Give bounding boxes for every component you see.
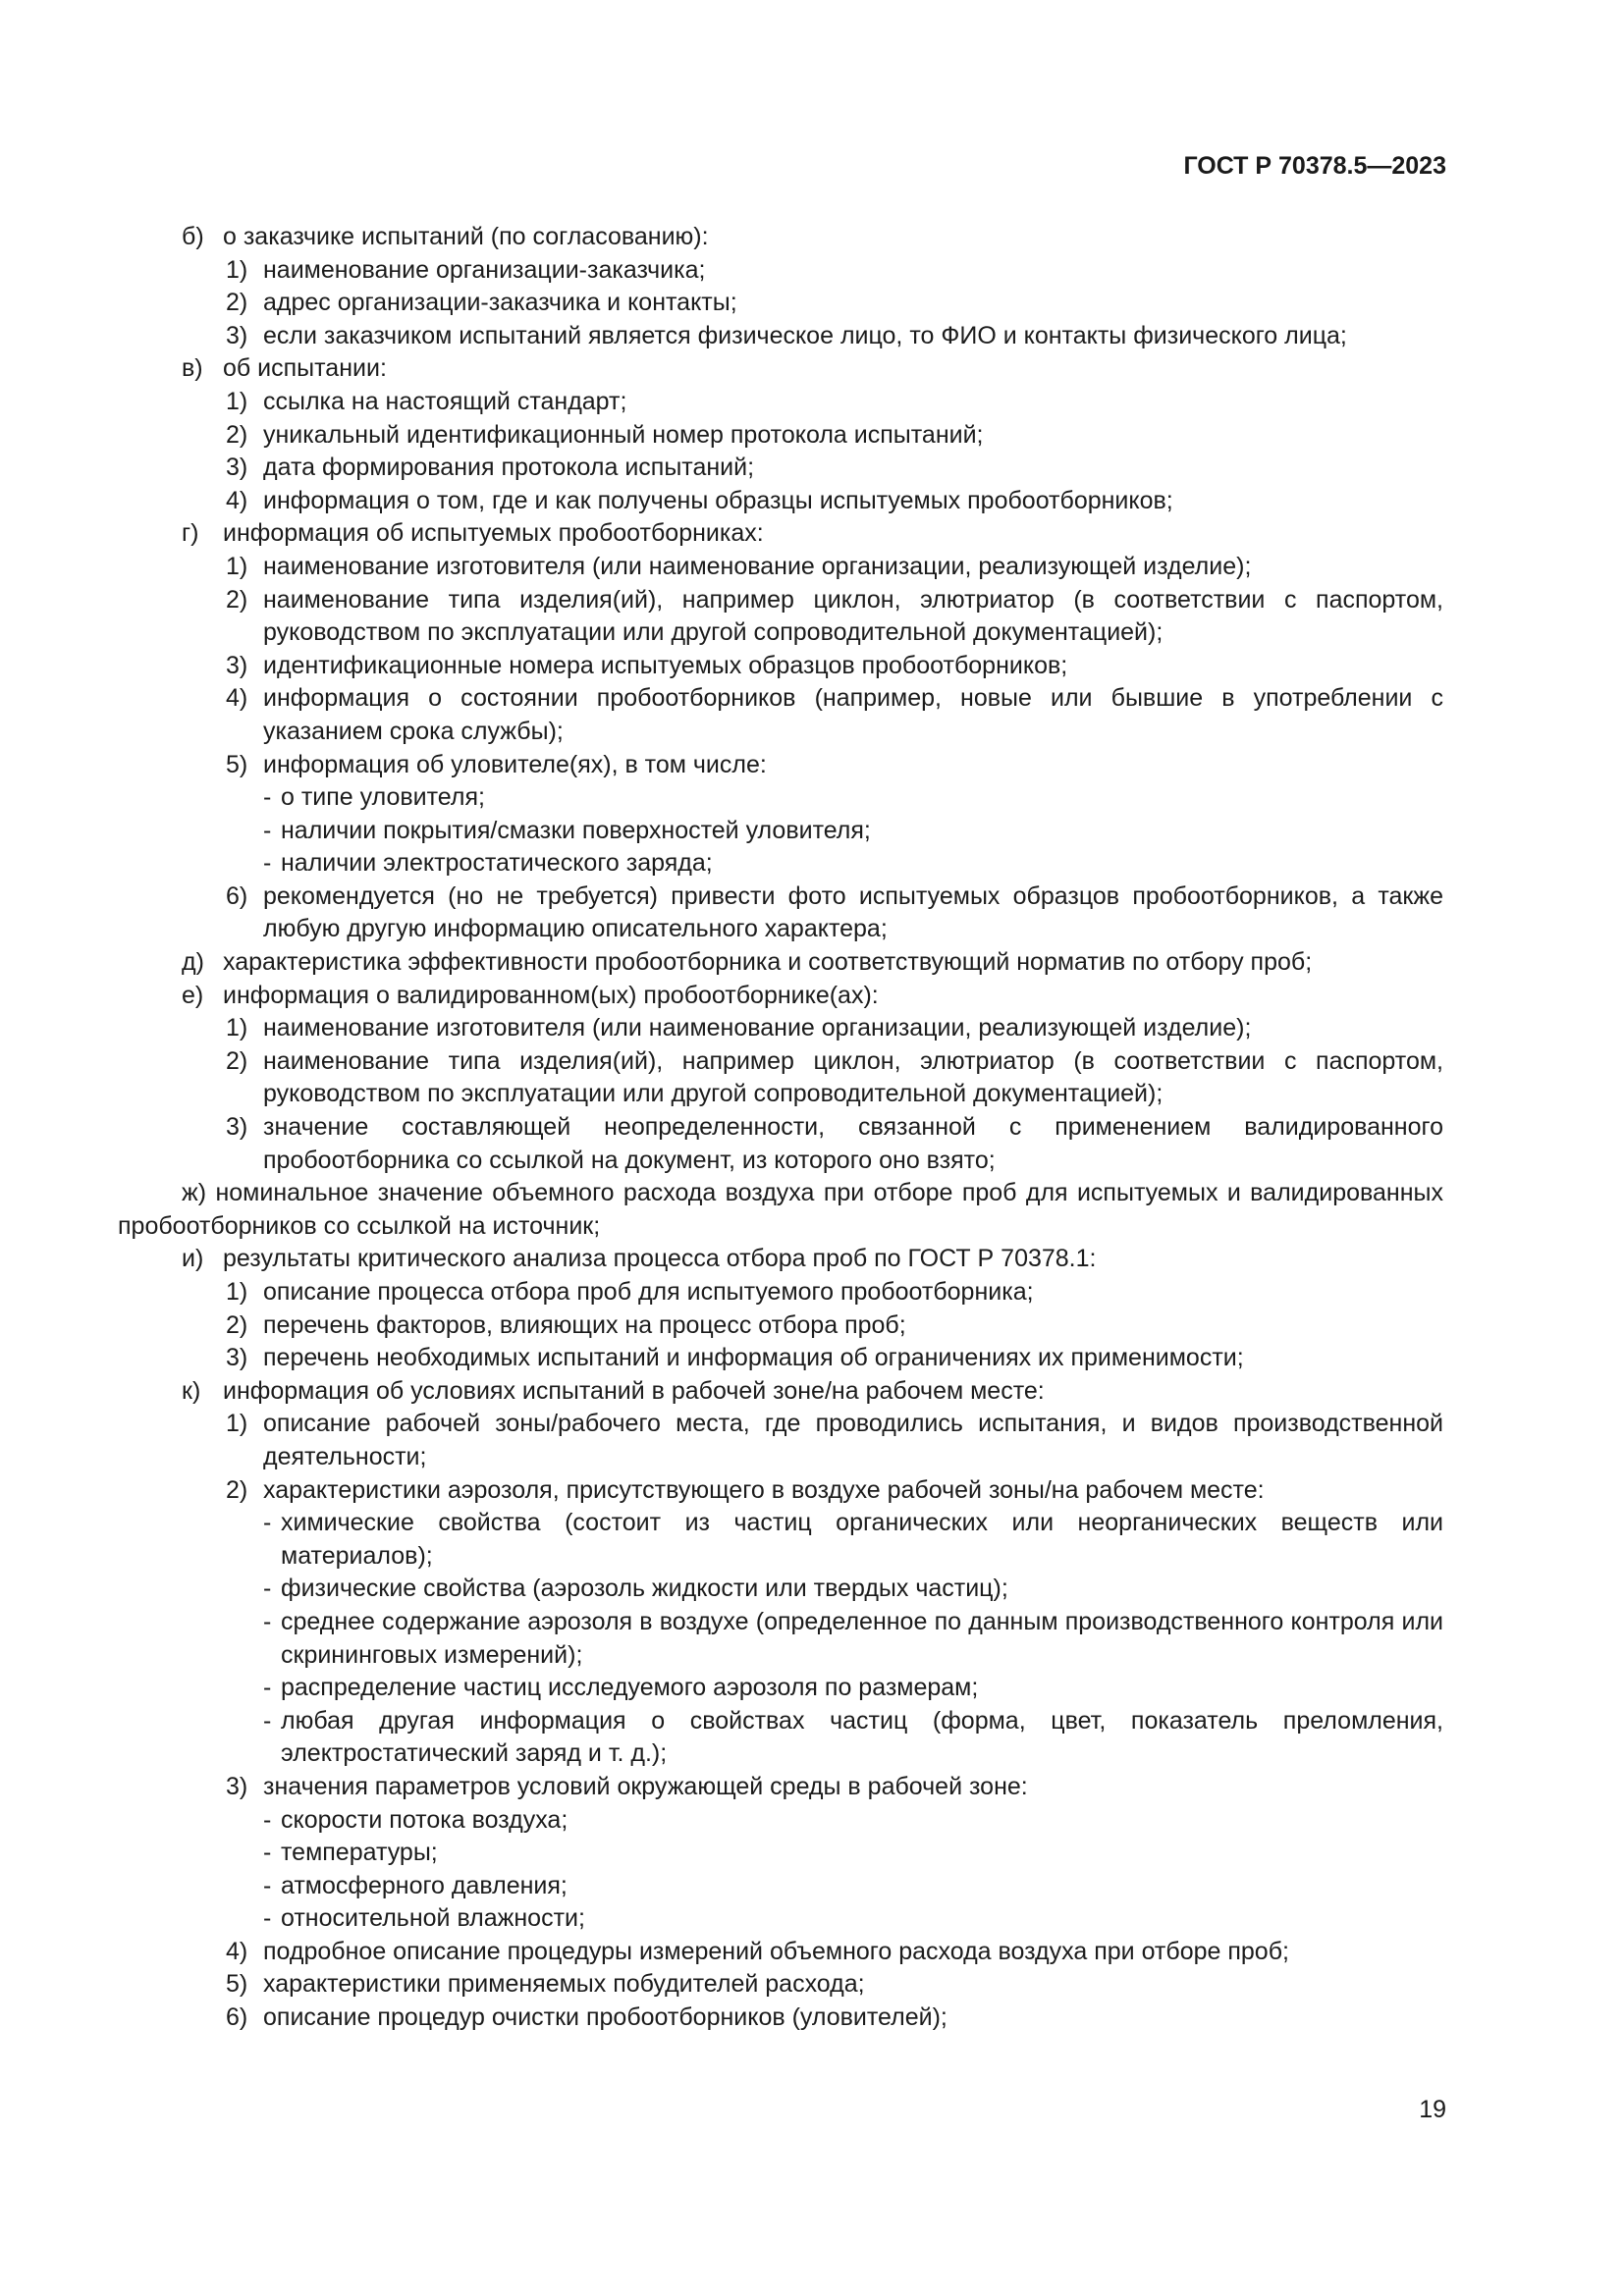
list-item-text: информация об испытуемых пробоотборниках: (223, 519, 764, 548)
list-item-text: информация об уловителе(ях), в том числе: (263, 750, 767, 778)
list-item-text: рекомендуется (но не требуется) привести фото испытуемых образцов пробоотборников, а также любую другую информацию описательного характера; (263, 881, 1443, 943)
list-item-text: о заказчике испытаний (по согласованию): (223, 223, 709, 250)
list-item (118, 320, 1443, 353)
list-item-marker: - (263, 1871, 272, 1899)
list-item-marker: - (263, 1706, 272, 1735)
list-item (118, 650, 1443, 683)
list-item-text: информация об условиях испытаний в рабочей зоне/на рабочем месте: (223, 1376, 1045, 1405)
list-item-marker: - (263, 1575, 272, 1603)
list-item-marker: 3) (226, 1113, 248, 1142)
list-item-marker: 3) (226, 454, 248, 482)
list-item-text: атмосферного давления; (281, 1871, 568, 1899)
list-item-marker: 1) (226, 1410, 248, 1438)
list-item (118, 1474, 1443, 1508)
list-item-text: описание процесса отбора проб для испытуемого пробоотборника; (263, 1278, 1034, 1306)
list-item-text: описание рабочей зоны/рабочего места, где проводились испытания, и видов производственной деятельности; (263, 1410, 1443, 1470)
list-item (118, 352, 1443, 386)
list-item (118, 287, 1443, 320)
list-item-text: о типе уловителя; (281, 783, 485, 812)
list-item-marker: 3) (226, 1344, 248, 1372)
list-item-text: номинальное значение объемного расхода воздуха при отборе проб для испытуемых и валидированных пробоотборников со ссылкой на источник; (118, 1179, 1443, 1240)
list-item-text: наименование типа изделия(ий), например циклон, элютриатор (в соответствии с паспортом, руководством по эксплуатации или другой сопроводительной документацией); (263, 585, 1443, 647)
list-item-text: химические свойства (состоит из частиц органических или неорганических веществ или материалов); (281, 1509, 1443, 1570)
list-item (118, 485, 1443, 518)
list-item-text: скорости потока воздуха; (281, 1805, 568, 1834)
list-item-marker: 1) (226, 387, 248, 415)
list-item (118, 1606, 1443, 1672)
list-item-text: характеристики аэрозоля, присутствующего в воздухе рабочей зоны/на рабочем месте: (263, 1475, 1265, 1504)
list-item-text: наименование изготовителя (или наименование организации, реализующей изделие); (263, 552, 1252, 580)
list-item (118, 1012, 1443, 1045)
list-item-marker: в) (182, 354, 203, 383)
list-item-text: дата формирования протокола испытаний; (263, 454, 755, 482)
list-item (118, 1111, 1443, 1177)
list-item (118, 386, 1443, 419)
list-item-marker: - (263, 1607, 272, 1635)
list-item-text: информация о состоянии пробоотборников (например, новые или бывшие в употреблении с указанием срока службы); (263, 684, 1443, 745)
list-item-marker: 2) (226, 1310, 248, 1339)
list-item-marker: 6) (226, 881, 248, 910)
list-item-marker: 4) (226, 684, 248, 713)
list-item-marker: - (263, 1674, 272, 1702)
list-item-marker: 3) (226, 651, 248, 679)
list-item (118, 682, 1443, 748)
list-item-marker: 3) (226, 321, 248, 349)
list-item (118, 1045, 1443, 1111)
list-item-text: перечень необходимых испытаний и информация об ограничениях их применимости; (263, 1344, 1244, 1372)
list-item (118, 815, 1443, 848)
list-item (118, 1968, 1443, 2002)
list-item-text: характеристика эффективности пробоотборника и соответствующий норматив по отбору проб; (223, 948, 1313, 977)
list-item-marker: 5) (226, 750, 248, 778)
list-item-marker: 1) (226, 255, 248, 284)
list-item (118, 1375, 1443, 1409)
list-item-marker: - (263, 816, 272, 844)
list-item-marker: 4) (226, 486, 248, 514)
list-item (118, 1507, 1443, 1573)
list-item (118, 1672, 1443, 1705)
list-item (118, 1276, 1443, 1309)
list-item-marker: к) (182, 1376, 201, 1405)
list-item-marker: - (263, 1805, 272, 1834)
list-item (118, 980, 1443, 1013)
list-item-text: уникальный идентификационный номер протокола испытаний; (263, 420, 984, 449)
list-item-text: об испытании: (223, 354, 387, 383)
list-item (118, 1902, 1443, 1936)
document-body (118, 221, 1443, 2035)
list-item (118, 1936, 1443, 1969)
list-item-marker: 6) (226, 2003, 248, 2032)
list-item-text: температуры; (281, 1839, 438, 1867)
list-item (118, 1408, 1443, 1473)
list-item (118, 1771, 1443, 1804)
list-item-text: наличии электростатического заряда; (281, 849, 713, 878)
list-item (118, 781, 1443, 815)
list-item (118, 1870, 1443, 1903)
list-item-marker: 5) (226, 1970, 248, 1999)
list-item-marker: 1) (226, 1014, 248, 1042)
list-item-marker: - (263, 783, 272, 812)
list-item-marker: - (263, 1509, 272, 1537)
list-item (118, 1705, 1443, 1771)
list-item-marker: 2) (226, 1046, 248, 1075)
list-item-marker: - (263, 849, 272, 878)
list-item-text: значения параметров условий окружающей среды в рабочей зоне: (263, 1772, 1028, 1800)
list-item (118, 452, 1443, 485)
list-item-marker: 2) (226, 1475, 248, 1504)
list-item-text: среднее содержание аэрозоля в воздухе (определенное по данным производственного контроля или скрининговых измерений); (281, 1607, 1443, 1669)
list-item-marker: 1) (226, 552, 248, 580)
document-id-header: ГОСТ Р 70378.5—2023 (1183, 152, 1446, 180)
list-item (118, 551, 1443, 584)
list-item-text: если заказчиком испытаний является физическое лицо, то ФИО и контакты физического лица; (263, 321, 1347, 349)
list-item-text: значение составляющей неопределенности, связанной с применением валидированного пробоотборника со ссылкой на документ, из которого оно взято; (263, 1113, 1443, 1174)
list-item-marker: е) (182, 981, 204, 1009)
list-item-text: перечень факторов, влияющих на процесс отбора проб; (263, 1310, 906, 1339)
list-item-text: наименование организации-заказчика; (263, 255, 706, 284)
list-item-marker: г) (182, 519, 199, 548)
list-item-marker: - (263, 1839, 272, 1867)
list-item-marker: ж) (182, 1179, 207, 1207)
list-item-marker: 2) (226, 289, 248, 317)
list-item-text: характеристики применяемых побудителей расхода; (263, 1970, 865, 1999)
list-item (118, 1837, 1443, 1870)
list-item-marker: 3) (226, 1772, 248, 1800)
list-item-text: описание процедур очистки пробоотборников (уловителей); (263, 2003, 947, 2032)
list-item (118, 1804, 1443, 1838)
list-item-text: наименование изготовителя (или наименование организации, реализующей изделие); (263, 1014, 1252, 1042)
list-item-text: физические свойства (аэрозоль жидкости или твердых частиц); (281, 1575, 1008, 1603)
list-item (118, 419, 1443, 453)
list-item-text: идентификационные номера испытуемых образцов пробоотборников; (263, 651, 1068, 679)
list-item-marker: и) (182, 1245, 204, 1273)
list-item (118, 517, 1443, 551)
list-item (118, 749, 1443, 782)
page-number: 19 (1419, 2096, 1446, 2123)
list-item (118, 1573, 1443, 1606)
list-item-text: любая другая информация о свойствах частиц (форма, цвет, показатель преломления, электростатический заряд и т. д.); (281, 1706, 1443, 1768)
list-item-paragraph (118, 1177, 1443, 1243)
list-item-marker: - (263, 1904, 272, 1933)
list-item-text: наименование типа изделия(ий), например циклон, элютриатор (в соответствии с паспортом, руководством по эксплуатации или другой сопроводительной документацией); (263, 1046, 1443, 1108)
list-item (118, 847, 1443, 881)
list-item (118, 1342, 1443, 1375)
list-item-marker: 2) (226, 585, 248, 614)
list-item-text: распределение частиц исследуемого аэрозоля по размерам; (281, 1674, 979, 1702)
list-item (118, 881, 1443, 946)
list-item (118, 584, 1443, 650)
list-item-marker: 1) (226, 1278, 248, 1306)
list-item-text: наличии покрытия/смазки поверхностей уловителя; (281, 816, 871, 844)
list-item-marker: 2) (226, 420, 248, 449)
list-item (118, 254, 1443, 288)
list-item-marker: 4) (226, 1937, 248, 1965)
list-item-marker: д) (182, 948, 204, 977)
list-item-text: информация о том, где и как получены образцы испытуемых пробоотборников; (263, 486, 1173, 514)
list-item-text: адрес организации-заказчика и контакты; (263, 289, 737, 317)
list-item-text: информация о валидированном(ых) пробоотборнике(ах): (223, 981, 879, 1009)
list-item (118, 1309, 1443, 1343)
list-item-text: относительной влажности; (281, 1904, 585, 1933)
list-item (118, 221, 1443, 254)
list-item-text: ссылка на настоящий стандарт; (263, 387, 627, 415)
list-item (118, 1243, 1443, 1276)
list-item (118, 946, 1443, 980)
list-item-text: результаты критического анализа процесса отбора проб по ГОСТ Р 70378.1: (223, 1245, 1097, 1273)
list-item (118, 2002, 1443, 2035)
list-item-marker: б) (182, 223, 204, 250)
list-item-text: подробное описание процедуры измерений объемного расхода воздуха при отборе проб; (263, 1937, 1289, 1965)
